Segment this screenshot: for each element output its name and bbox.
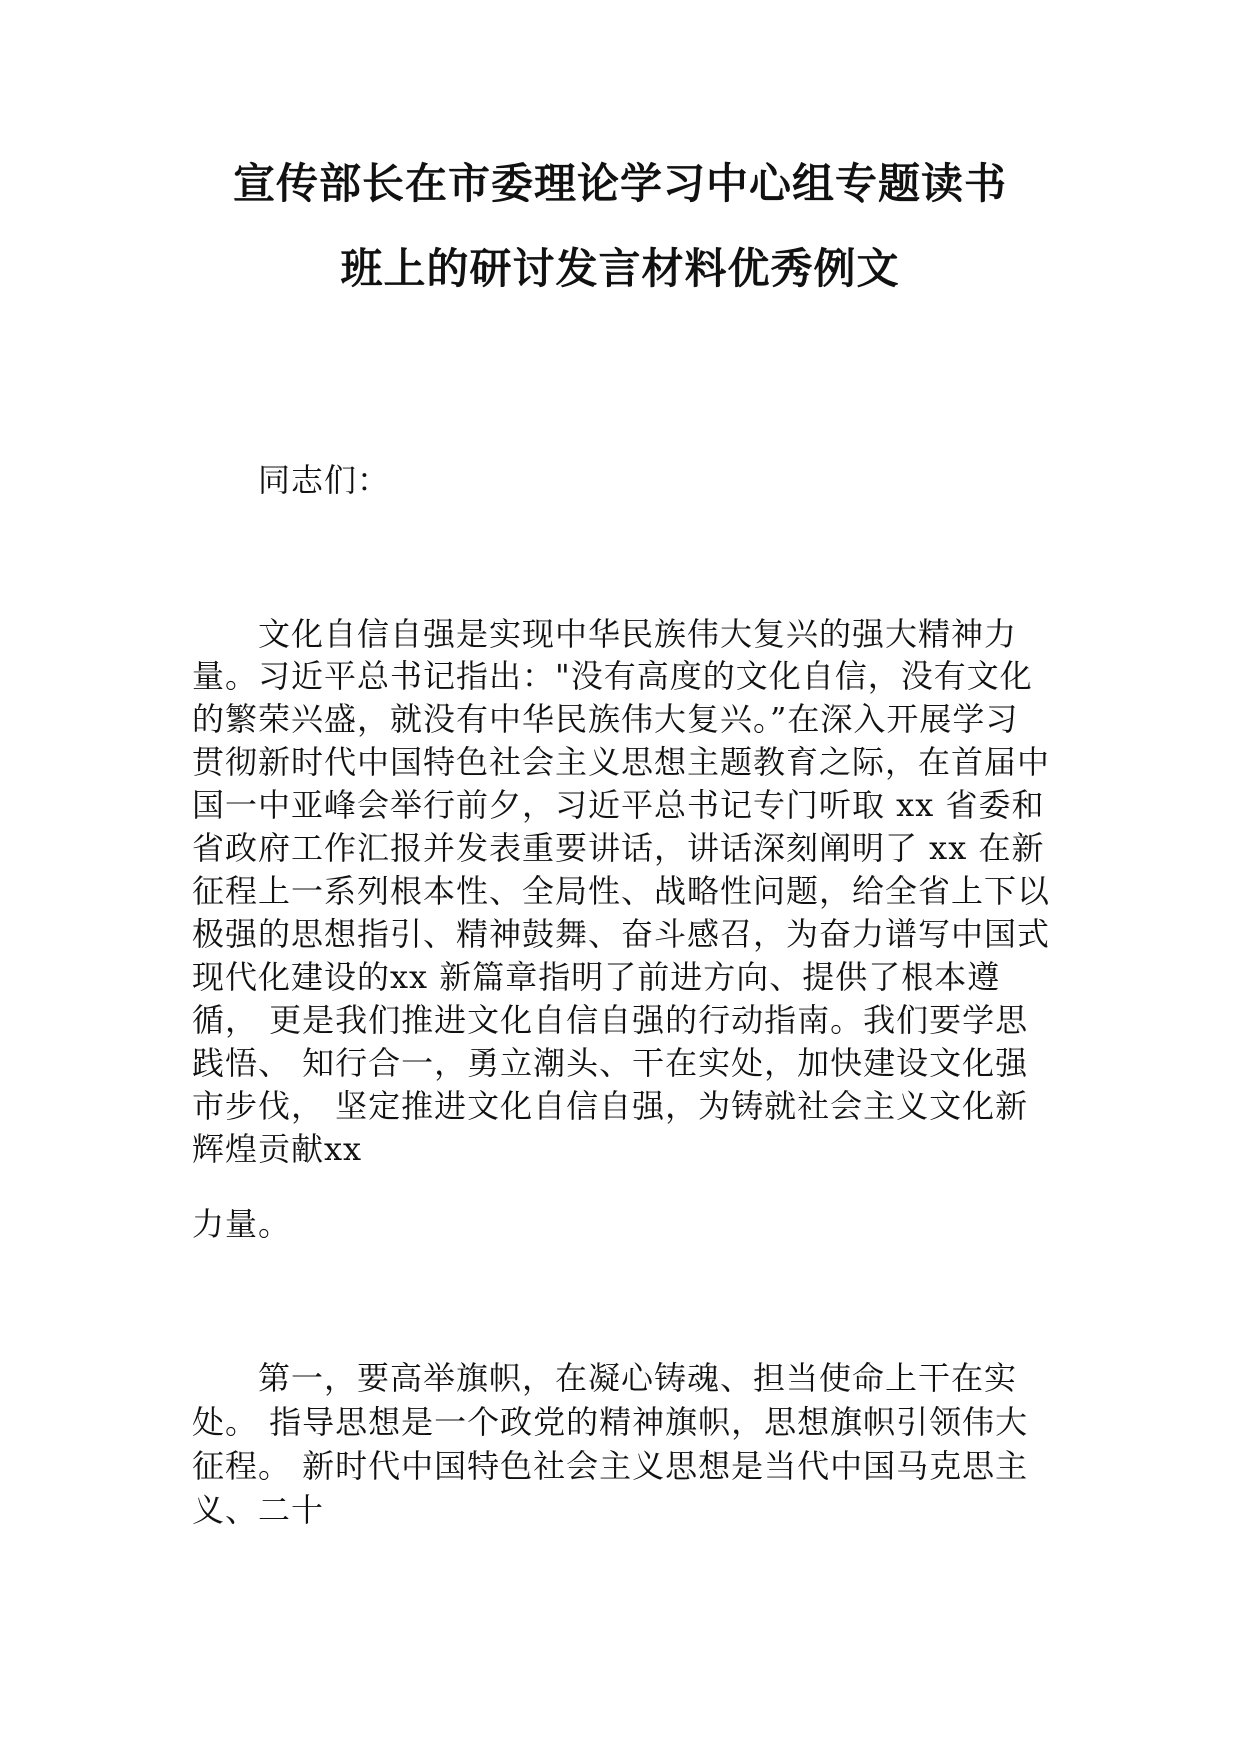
paragraph-1-line: 辉煌贡献xx bbox=[192, 1130, 363, 1168]
paragraph-1-line: 贯彻新时代中国特色社会主义思想主题教育之际，在首届中 bbox=[192, 743, 1051, 781]
paragraph-2-line: 义、二十 bbox=[192, 1491, 325, 1529]
paragraph-1-line: 市步伐， 坚定推进文化自信自强，为铸就社会主义文化新 bbox=[192, 1087, 1029, 1125]
paragraph-2-line: 处。 指导思想是一个政党的精神旗帜，思想旗帜引领伟大 bbox=[192, 1403, 1029, 1441]
paragraph-1-line: 国一中亚峰会举行前夕，习近平总书记专门听取 xx 省委和 bbox=[192, 786, 1045, 824]
paragraph-1-line: 量。习近平总书记指出："没有高度的文化自信，没有文化 bbox=[192, 657, 1033, 695]
paragraph-1-line: 的繁荣兴盛，就没有中华民族伟大复兴。”在深入开展学习 bbox=[192, 700, 1019, 738]
document-title-line-1: 宣传部长在市委理论学习中心组专题读书 bbox=[232, 159, 1007, 208]
paragraph-1-line: 现代化建设的xx 新篇章指明了前进方向、提供了根本遵 bbox=[192, 958, 1001, 996]
paragraph-1-line: 省政府工作汇报并发表重要讲话，讲话深刻阐明了 xx 在新 bbox=[192, 829, 1045, 867]
paragraph-1-tail: 力量。 bbox=[192, 1205, 292, 1243]
paragraph-2-line: 征程。 新时代中国特色社会主义思想是当代中国马克思主 bbox=[192, 1447, 1029, 1485]
salutation: 同志们： bbox=[258, 461, 391, 499]
paragraph-1-line: 极强的思想指引、精神鼓舞、奋斗感召，为奋力谱写中国式 bbox=[192, 915, 1051, 953]
paragraph-1-line: 文化自信自强是实现中华民族伟大复兴的强大精神力 bbox=[258, 615, 1018, 653]
document-title-line-2: 班上的研讨发言材料优秀例文 bbox=[340, 244, 900, 293]
paragraph-1-line: 征程上一系列根本性、全局性、战略性问题，给全省上下以 bbox=[192, 872, 1051, 910]
paragraph-2-line: 第一，要高举旗帜，在凝心铸魂、担当使命上干在实 bbox=[258, 1359, 1018, 1397]
paragraph-1-line: 践悟、 知行合一，勇立潮头、干在实处，加快建设文化强 bbox=[192, 1044, 1029, 1082]
paragraph-1-line: 循， 更是我们推进文化自信自强的行动指南。我们要学思 bbox=[192, 1001, 1029, 1039]
